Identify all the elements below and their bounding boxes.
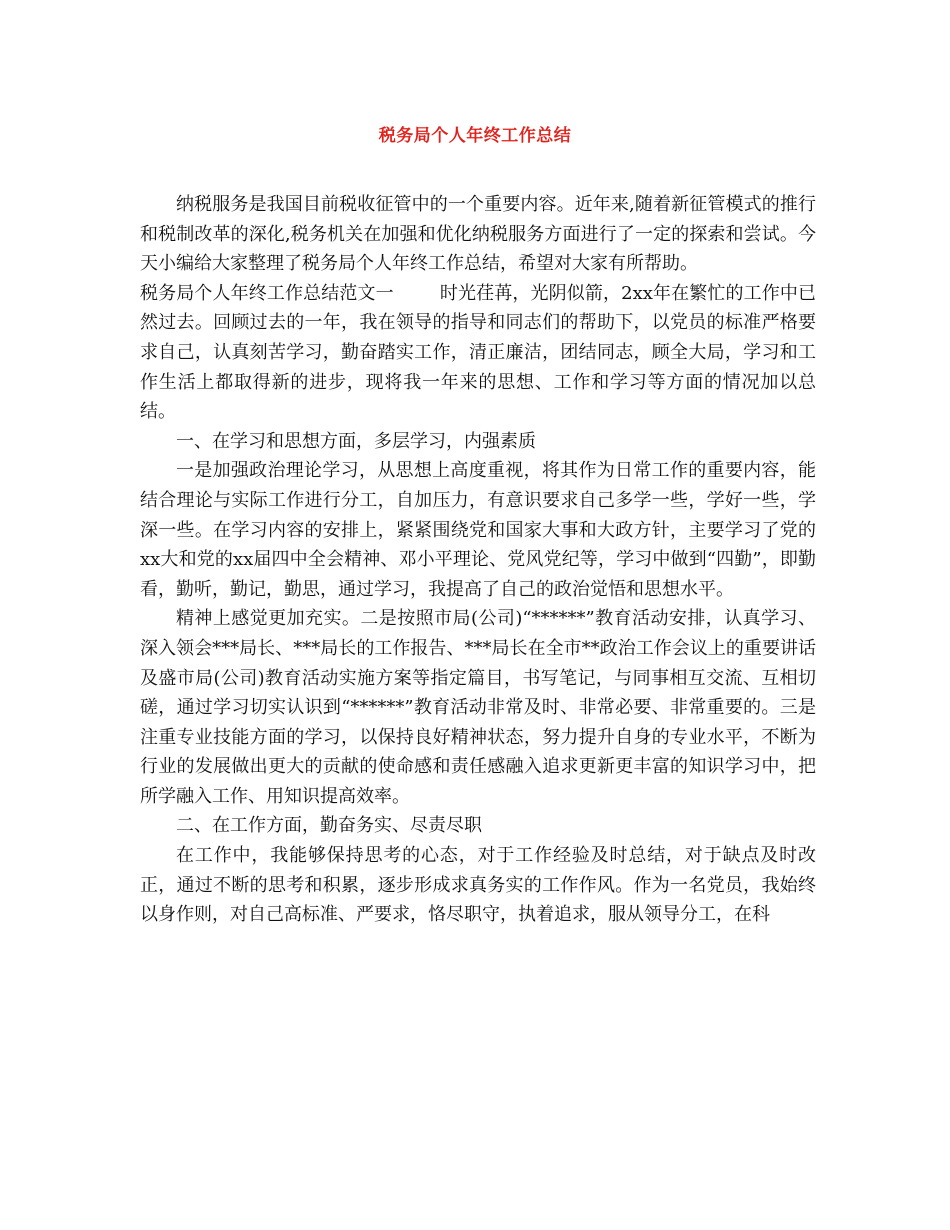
sample-paragraph: [140, 279, 816, 427]
sample-opening: 时光荏苒，光阴似箭，2xx年在繁忙的工作中已然过去。回顾过去的一年，我在领导的指导和同志们的帮助下，以党员的标准严格要求自己，认真刻苦学习，勤奋踏实工作，清正廉洁，团结同志，顾全大局，学习和工作生活上都取得新的进步，现将我一年来的思想、工作和学习等方面的情况加以总结。: [140, 282, 816, 423]
section2-heading: 二、在工作方面，勤奋务实、尽责尽职: [176, 815, 482, 837]
section1-heading: 一、在学习和思想方面，多层学习，内强素质: [176, 430, 536, 452]
document-body: [140, 190, 816, 930]
section1-paragraph-2: 精神上感觉更加充实。二是按照市局(公司)“******”教育活动安排，认真学习、深入领会***局长、***局长的工作报告、***局长在全市**政治工作会议上的重要讲话及盛市局(公司)教育活动实施方案等指定篇目，书写笔记，与同事相互交流、互相切磋，通过学习切实认识到“******”教育活动非常及时、非常必要、非常重要的。三是注重专业技能方面的学习，以保持良好精神状态，努力提升自身的专业水平，不断为行业的发展做出更大的贡献的使命感和责任感融入追求更新更丰富的知识学习中，把所学融入工作、用知识提高效率。: [140, 608, 816, 807]
section2-paragraph-1: 在工作中，我能够保持思考的心态，对于工作经验及时总结，对于缺点及时改正，通过不断的思考和积累，逐步形成求真务实的工作作风。作为一名党员，我始终以身作则，对自己高标准、严要求，恪尽职守，执着追求，服从领导分工，在科: [140, 845, 816, 926]
document-title: 税务局个人年终工作总结: [378, 126, 572, 146]
intro-paragraph: 纳税服务是我国目前税收征管中的一个重要内容。近年来,随着新征管模式的推行和税制改革的深化,税务机关在加强和优化纳税服务方面进行了一定的探索和尝试。今天小编给大家整理了税务局个人年终工作总结，希望对大家有所帮助。: [140, 194, 816, 275]
section1-paragraph-1: 一是加强政治理论学习，从思想上高度重视，将其作为日常工作的重要内容，能结合理论与实际工作进行分工，自加压力，有意识要求自己多学一些，学好一些，学深一些。在学习内容的安排上，紧紧围绕党和国家大事和大政方针，主要学习了党的xx大和党的xx届四中全会精神、邓小平理论、党风党纪等，学习中做到“四勤”，即勤看，勤听，勤记，勤思，通过学习，我提高了自己的政治觉悟和思想水平。: [140, 460, 816, 600]
sample-heading: 税务局个人年终工作总结范文一: [140, 282, 394, 304]
